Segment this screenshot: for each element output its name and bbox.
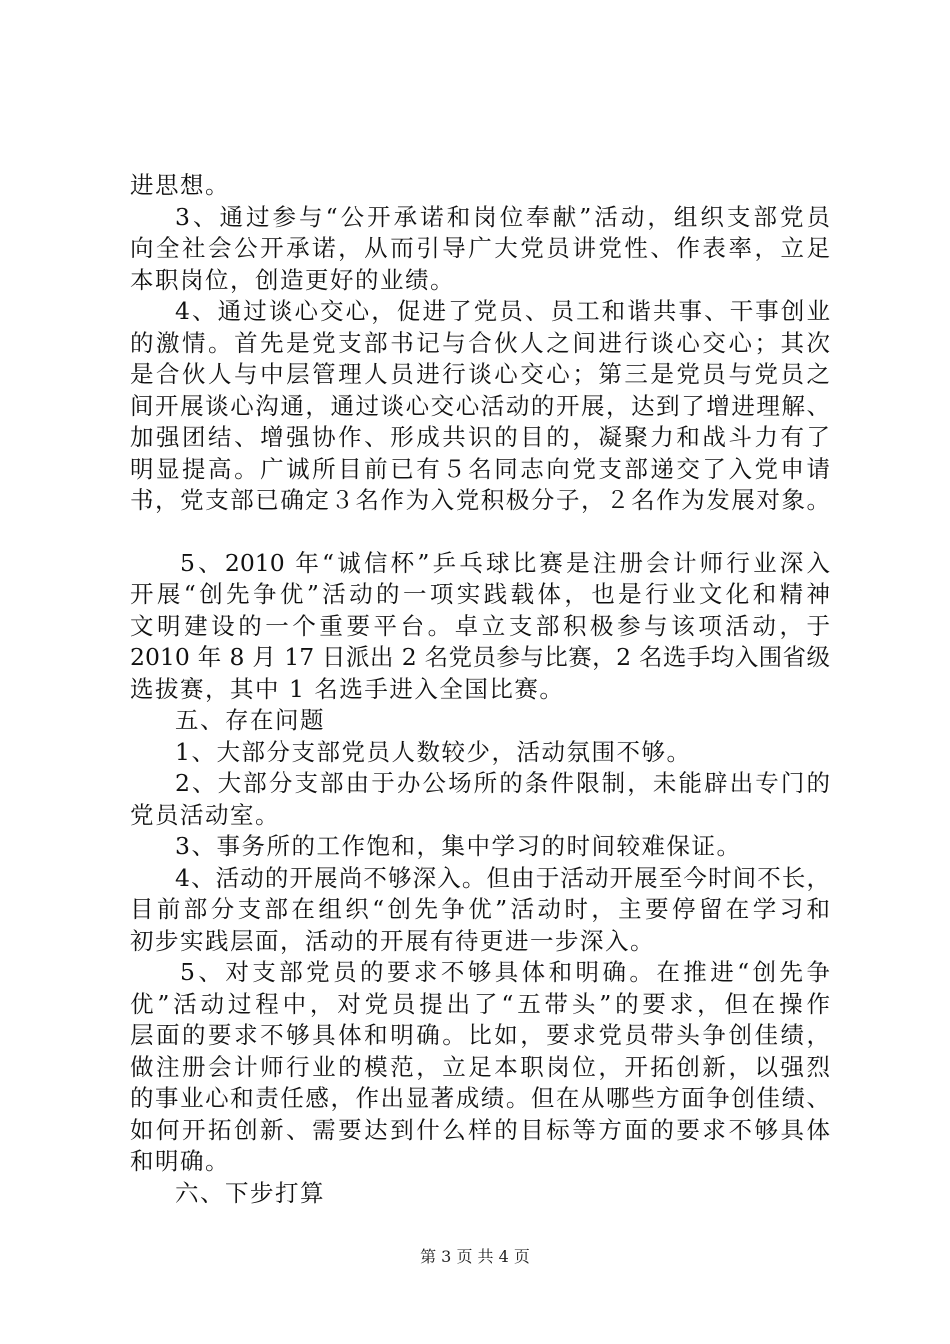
- text-line: 2、大部分支部由于办公场所的条件限制，未能辟出专门的: [175, 769, 830, 797]
- text-line: 优”活动过程中，对党员提出了“五带头”的要求，但在操作: [130, 989, 830, 1018]
- text-line: 加强团结、增强协作、形成共识的目的，凝聚力和战斗力有了: [130, 423, 830, 451]
- text-line: 文明建设的一个重要平台。卓立支部积极参与该项活动，于: [130, 611, 830, 640]
- text-line: 2010 年 8 月 17 日派出 2 名党员参与比赛，2 名选手均入围省级: [130, 643, 830, 671]
- text-line: 5、2010 年“诚信杯”乒乓球比赛是注册会计师行业深入: [180, 548, 830, 577]
- text-line: 明显提高。广诚所目前已有５名同志向党支部递交了入党申请: [130, 454, 830, 483]
- text-line: 目前部分支部在组织“创先争优”活动时，主要停留在学习和: [130, 895, 830, 923]
- document-body: [130, 170, 830, 1209]
- text-line: 5、对支部党员的要求不够具体和明确。在推进“创先争: [180, 958, 830, 986]
- text-line: 是合伙人与中层管理人员进行谈心交心；第三是党员与党员之: [130, 360, 830, 388]
- text-line: 书，党支部已确定３名作为入党积极分子，２名作为发展对象。: [130, 486, 830, 514]
- page-number-label: 第 3 页 共 4 页: [420, 1247, 530, 1266]
- paragraph-spacer: [130, 517, 830, 548]
- text-line: 1、大部分支部党员人数较少，活动氛围不够。: [175, 737, 692, 766]
- text-line: 3、事务所的工作饱和，集中学习的时间较难保证。: [175, 832, 742, 860]
- page-footer: [0, 1244, 950, 1267]
- text-line: 做注册会计师行业的模范，立足本职岗位，开拓创新，以强烈: [130, 1052, 830, 1081]
- text-line: 初步实践层面，活动的开展有待更进一步深入。: [130, 926, 655, 955]
- text-line: 如何开拓创新、需要达到什么样的目标等方面的要求不够具体: [130, 1115, 830, 1144]
- text-line: 4、活动的开展尚不够深入。但由于活动开展至今时间不长，: [175, 863, 830, 892]
- text-line: 的事业心和责任感，作出显著成绩。但在从哪些方面争创佳绩、: [130, 1084, 830, 1112]
- text-line: 党员活动室。: [130, 800, 280, 829]
- text-line: 开展“创先争优”活动的一项实践载体，也是行业文化和精神: [130, 580, 830, 608]
- text-line: 的激情。首先是党支部书记与合伙人之间进行谈心交心；其次: [130, 328, 830, 357]
- text-line: 选拔赛，其中 1 名选手进入全国比赛。: [130, 674, 565, 703]
- text-line: 向全社会公开承诺，从而引导广大党员讲党性、作表率，立足: [130, 234, 830, 262]
- text-line: 间开展谈心沟通，通过谈心交心活动的开展，达到了增进理解、: [130, 391, 830, 420]
- text-line: 五、存在问题: [175, 706, 325, 734]
- text-line: 层面的要求不够具体和明确。比如，要求党员带头争创佳绩，: [130, 1021, 830, 1049]
- text-line: 3、通过参与“公开承诺和岗位奉献”活动，组织支部党员: [175, 202, 830, 231]
- text-line: 六、下步打算: [175, 1178, 325, 1207]
- text-line: 和明确。: [130, 1147, 230, 1175]
- text-line: 本职岗位，创造更好的业绩。: [130, 265, 455, 294]
- text-line: 进思想。: [130, 171, 230, 199]
- text-line: 4、通过谈心交心，促进了党员、员工和谐共事、干事创业: [175, 297, 830, 325]
